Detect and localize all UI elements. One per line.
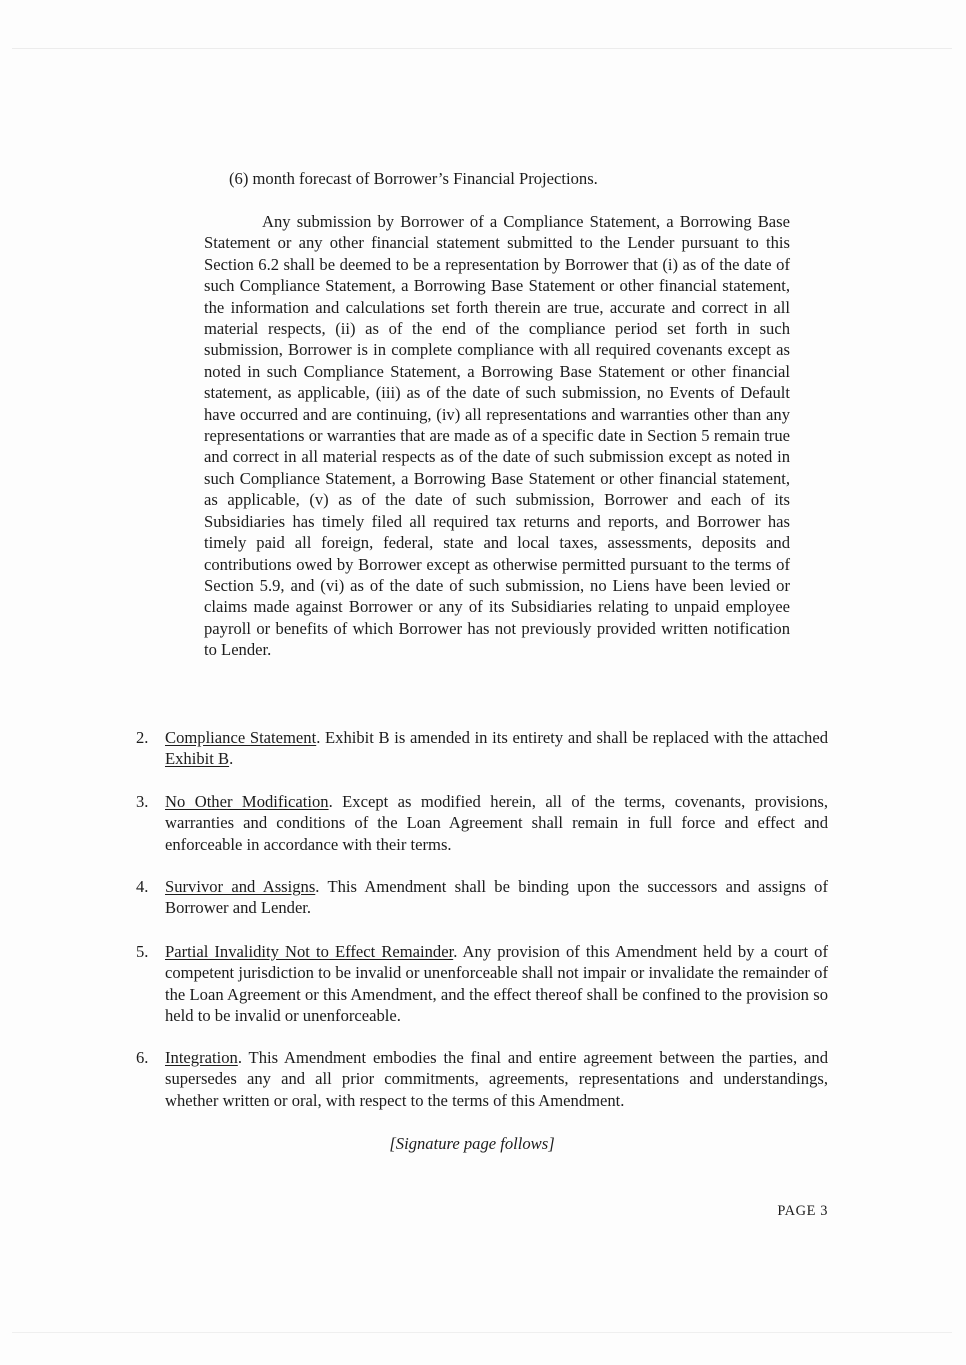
section-heading: Integration [165,1048,238,1067]
section-text-end: . [229,749,234,769]
exhibit-b-reference: Exhibit B [165,749,230,769]
section-heading: No Other Modification [165,792,329,811]
continuation-line: (6) month forecast of Borrower’s Financial Projections. [229,169,598,188]
section-5-partial-invalidity [136,941,828,1027]
section-text: . This Amendment embodies the final and entire agreement between the parties, and supersedes any and all prior commitments, agreements, representations and understandings, whether written or oral, with respect to the terms of this Amendment. [165,1048,828,1110]
section-2-compliance-statement [136,727,828,770]
section-body [165,876,828,919]
section-number: 5. [136,942,149,961]
scan-edge-bottom [12,1332,952,1333]
signature-page-follows: [Signature page follows] [389,1134,555,1153]
section-heading: Compliance Statement [165,728,317,747]
section-3-no-other-modification [136,791,828,855]
compliance-representation-paragraph: Any submission by Borrower of a Compliance Statement, a Borrowing Base Statement or any other financial statement submitted to the Lender pursuant to this Section 6.2 shall be deemed to be a representation by Borrower that (i) as of the date of such Compliance Statement, a Borrowing Base Statement or other financial statement, the information and calculations set forth therein are true, accurate and correct in all material respects, (ii) as of the end of the compliance period set forth in such submission, Borrower is in complete compliance with all required covenants except as noted in such Compliance Statement, a Borrowing Base Statement or other financial statement, as applicable, (iii) as of the date of such submission, no Events of Default have occurred and are continuing, (iv) all representations and warranties other than any representations or warranties that are made as of a specific date in Section 5 remain true and correct in all material respects as of the date of such submission except as noted in such Compliance Statement, a Borrowing Base Statement or other financial statement, as applicable, (v) as of the date of such submission, Borrower and each of its Subsidiaries has timely filed all required tax returns and reports, and Borrower has timely paid all foreign, federal, state and local taxes, assessments, deposits and contributions owed by Borrower except as otherwise permitted pursuant to the terms of Section 5.9, and (vi) as of the date of such submission, no Liens have been levied or claims made against Borrower or any of its Subsidiaries relating to unpaid employee payroll or benefits of which Borrower has not previously provided written notification to Lender. [204,212,790,660]
scan-edge-top [12,48,952,49]
section-number: 4. [136,877,149,896]
section-number: 3. [136,792,149,811]
section-body [165,791,828,855]
section-body [165,727,828,770]
section-heading: Partial Invalidity Not to Effect Remainder [165,942,454,961]
section-4-survivor-and-assigns [136,876,828,919]
section-body [165,1047,828,1111]
section-body [165,941,828,1027]
section-text: . Exhibit B is amended in its entirety and shall be replaced with the attached [316,728,829,747]
section-number: 2. [136,728,149,747]
section-text: . This Amendment shall be binding upon the successors and assigns of Borrower and Lender. [165,877,829,918]
section-6-integration [136,1047,828,1111]
section-heading: Survivor and Assigns [165,877,316,896]
section-number: 6. [136,1048,149,1067]
section-text: . Any provision of this Amendment held by a court of competent jurisdiction to be invalid or unenforceable shall not impair or invalidate the remainder of the Loan Agreement or this Amendment, and the effect thereof shall be confined to the provision so held to be invalid or unenforceable. [165,942,828,1026]
section-text: . Except as modified herein, all of the terms, covenants, provisions, warranties and conditions of the Loan Agreement shall remain in full force and effect and enforceable in accordance with their terms. [165,792,828,854]
page-number: PAGE 3 [777,1203,828,1219]
